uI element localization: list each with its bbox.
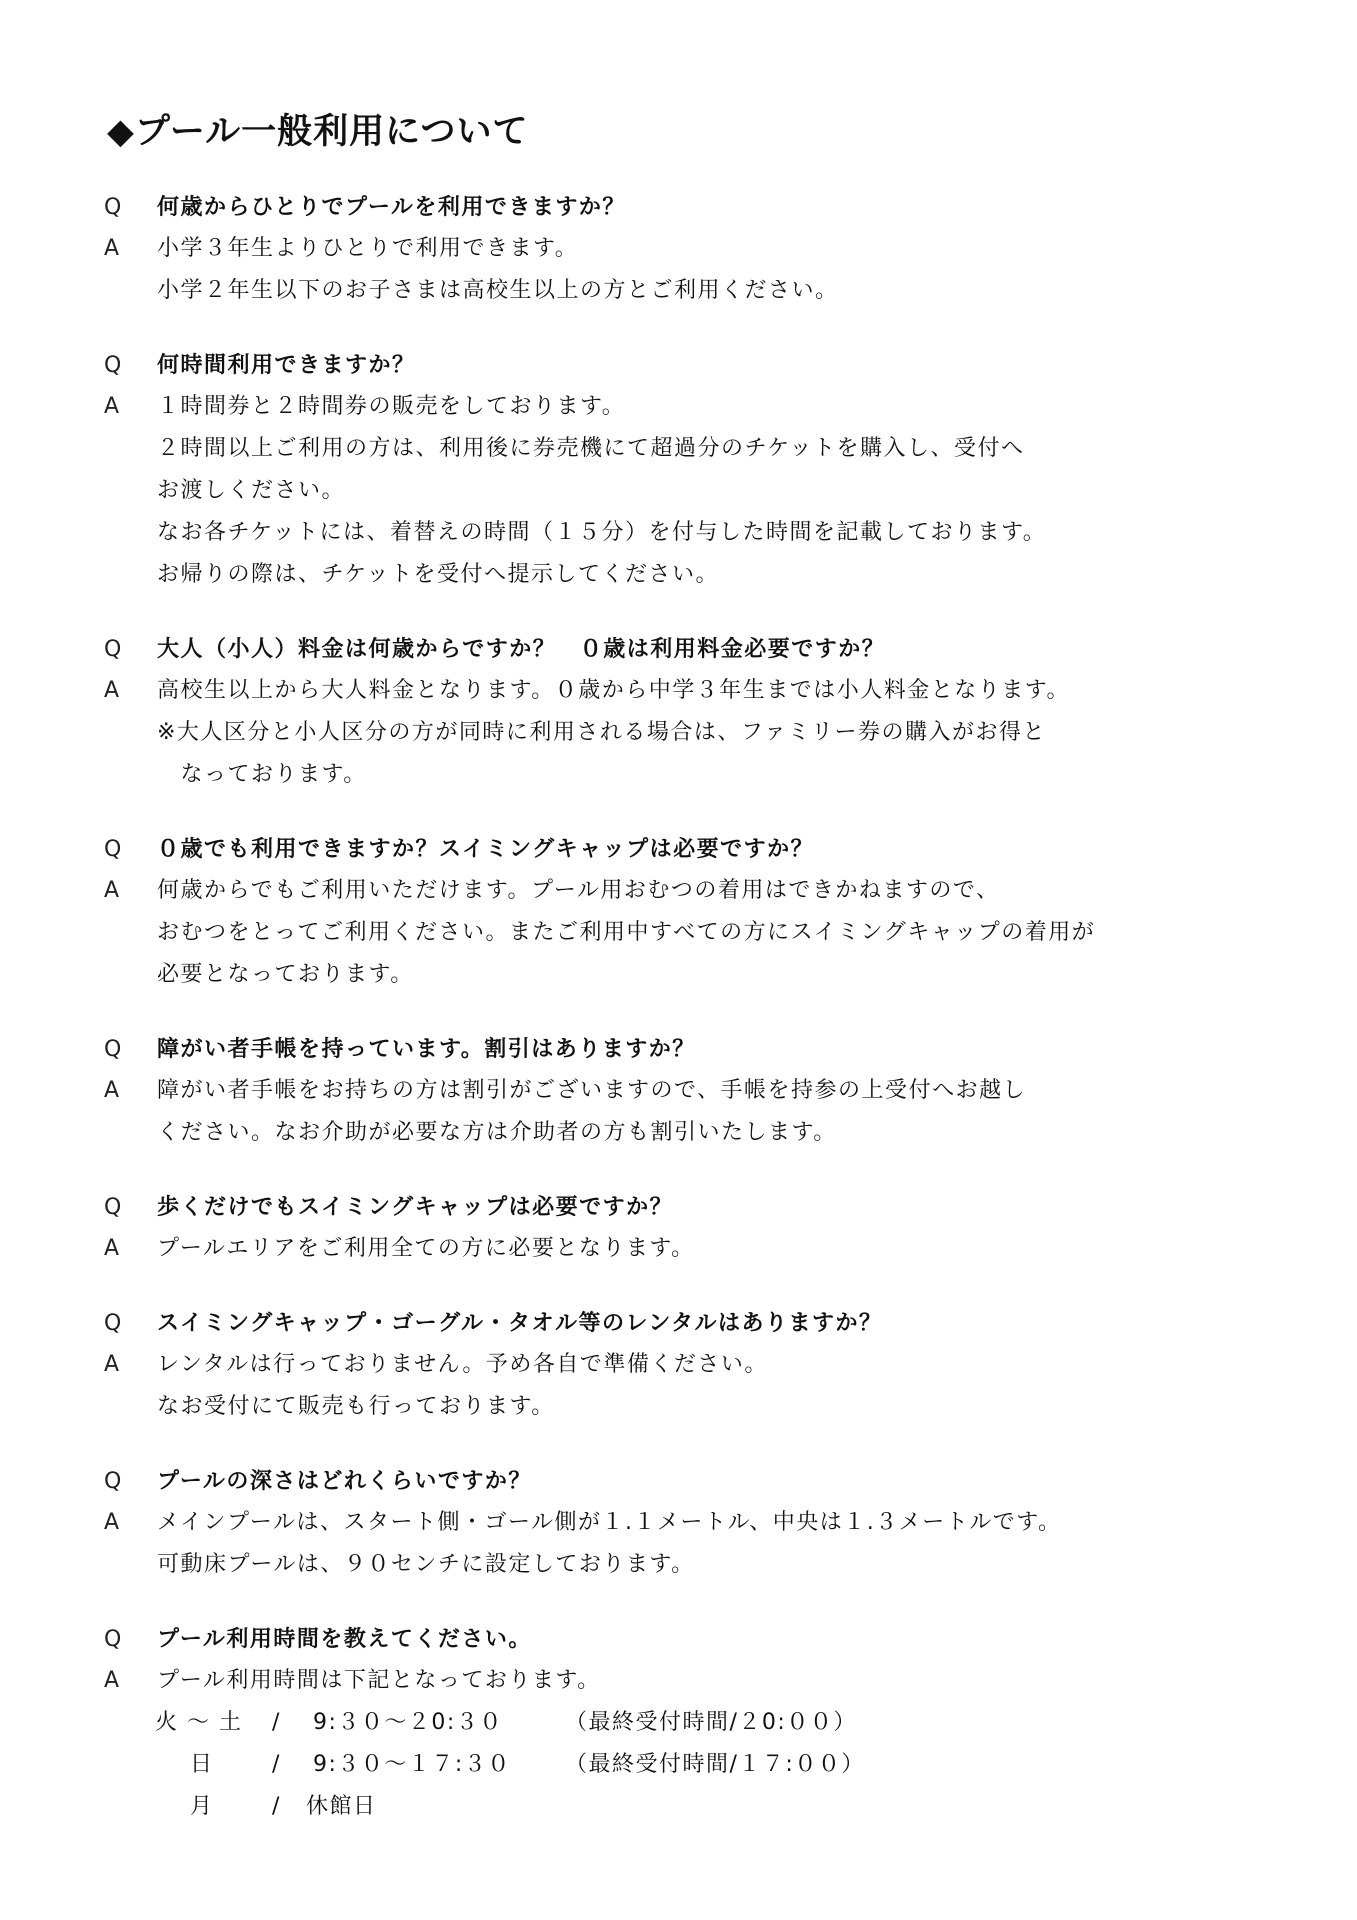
- question-mark: Q: [104, 837, 123, 862]
- faq-1-answer-line: [0, 228, 1357, 270]
- answer-text: ２時間以上ご利用の方は、利用後に券売機にて超過分のチケットを購入し、受付へ: [157, 436, 1025, 461]
- question-mark: Q: [104, 1627, 123, 1652]
- question-text: 何時間利用できますか？: [157, 353, 416, 378]
- schedule-time: 休館日: [306, 1794, 377, 1819]
- answer-text: なお受付にて販売も行っております。: [157, 1394, 555, 1419]
- faq-4-answer-line: [0, 870, 1357, 912]
- answer-text: お帰りの際は、チケットを受付へ提示してください。: [157, 562, 720, 587]
- schedule-last-entry: （最終受付時間/１７:００）: [565, 1752, 865, 1777]
- schedule-last-entry: （最終受付時間/２0:００）: [565, 1710, 857, 1735]
- answer-text: 小学３年生よりひとりで利用できます。: [157, 236, 579, 261]
- faq-3-answer-line: [0, 670, 1357, 712]
- question-mark: Q: [104, 1195, 123, 1220]
- faq-2-answer-line: [0, 470, 1357, 512]
- answer-text: 必要となっております。: [157, 962, 414, 987]
- faq-4-answer-line: [0, 912, 1357, 954]
- faq-5-answer-line: [0, 1070, 1357, 1112]
- answer-text: お渡しください。: [157, 478, 346, 503]
- faq-2-answer-line: [0, 386, 1357, 428]
- faq-3-answer-line: [0, 712, 1357, 754]
- answer-text: ※大人区分と小人区分の方が同時に利用される場合は、ファミリー券の購入がお得と: [157, 720, 1046, 745]
- answer-text: プールエリアをご利用全ての方に必要となります。: [157, 1236, 695, 1261]
- answer-mark: A: [104, 236, 121, 261]
- faq-2-answer-line: [0, 428, 1357, 470]
- faq-6-answer-line: [0, 1228, 1357, 1270]
- schedule-days: 日: [190, 1752, 214, 1777]
- schedule-separator: /: [272, 1794, 281, 1819]
- faq-8-answer-line: [0, 1544, 1357, 1586]
- answer-mark: A: [104, 1510, 121, 1535]
- faq-5-answer-line: [0, 1112, 1357, 1154]
- answer-text: プール利用時間は下記となっております。: [157, 1668, 601, 1693]
- answer-mark: A: [104, 1352, 121, 1377]
- faq-1-question: [0, 187, 1357, 229]
- question-mark: Q: [104, 353, 123, 378]
- faq-5-question: [0, 1029, 1357, 1071]
- answer-text: なっております。: [157, 762, 367, 787]
- faq-9-answer-line: [0, 1660, 1357, 1702]
- answer-mark: A: [104, 1236, 121, 1261]
- faq-3-question: [0, 629, 1357, 671]
- schedule-separator: /: [272, 1752, 281, 1777]
- answer-text: 障がい者手帳をお持ちの方は割引がございますので、手帳を持参の上受付へお越し: [157, 1078, 1027, 1103]
- question-text: 歩くだけでもスイミングキャップは必要ですか？: [157, 1195, 674, 1220]
- answer-text: おむつをとってご利用ください。またご利用中すべての方にスイミングキャップの着用が: [157, 920, 1096, 945]
- question-mark: Q: [104, 195, 123, 220]
- faq-6-question: [0, 1187, 1357, 1229]
- schedule-row: [0, 1744, 1357, 1786]
- faq-7-question: [0, 1303, 1357, 1345]
- answer-text: メインプールは、スタート側・ゴール側が１.１メートル、中央は１.３メートルです。: [157, 1510, 1062, 1535]
- answer-text: なお各チケットには、着替えの時間（１５分）を付与した時間を記載しております。: [157, 520, 1047, 545]
- answer-text: 可動床プールは、９０センチに設定しております。: [157, 1552, 695, 1577]
- faq-2-answer-line: [0, 554, 1357, 596]
- question-mark: Q: [104, 1469, 123, 1494]
- faq-2-question: [0, 345, 1357, 387]
- schedule-separator: /: [272, 1710, 281, 1735]
- question-text: プールの深さはどれくらいですか？: [157, 1469, 532, 1494]
- answer-mark: A: [104, 1078, 121, 1103]
- question-text: 何歳からひとりでプールを利用できますか？: [157, 195, 626, 220]
- question-text: プール利用時間を教えてください。: [157, 1627, 532, 1652]
- faq-2-answer-line: [0, 512, 1357, 554]
- answer-mark: A: [104, 394, 121, 419]
- schedule-days: 月: [190, 1794, 214, 1819]
- answer-text: 高校生以上から大人料金となります。０歳から中学３年生までは小人料金となります。: [157, 678, 1070, 703]
- answer-text: ください。なお介助が必要な方は介助者の方も割引いたします。: [157, 1120, 837, 1145]
- faq-3-answer-line: [0, 754, 1357, 796]
- answer-mark: A: [104, 878, 121, 903]
- faq-7-answer-line: [0, 1386, 1357, 1428]
- schedule-time: 9:３０〜２0:３０: [313, 1710, 503, 1735]
- faq-1-answer-line: [0, 270, 1357, 312]
- answer-text: 何歳からでもご利用いただけます。プール用おむつの着用はできかねますので、: [157, 878, 1000, 903]
- question-text: ０歳でも利用できますか？スイミングキャップは必要ですか？: [157, 837, 815, 862]
- faq-8-question: [0, 1461, 1357, 1503]
- question-text: 大人（小人）料金は何歳からですか？ ０歳は利用料金必要ですか？: [157, 637, 886, 662]
- schedule-time: 9:３０〜１７:３０: [313, 1752, 511, 1777]
- answer-text: 小学２年生以下のお子さまは高校生以上の方とご利用ください。: [157, 278, 839, 303]
- faq-9-question: [0, 1619, 1357, 1661]
- question-text: 障がい者手帳を持っています。割引はありますか？: [157, 1037, 696, 1062]
- answer-mark: A: [104, 1668, 121, 1693]
- faq-4-answer-line: [0, 954, 1357, 996]
- answer-mark: A: [104, 678, 121, 703]
- schedule-days: 火 〜 土: [155, 1710, 243, 1735]
- question-mark: Q: [104, 1037, 123, 1062]
- answer-text: １時間券と２時間券の販売をしております。: [157, 394, 626, 419]
- schedule-row: [0, 1786, 1357, 1828]
- question-mark: Q: [104, 1311, 123, 1336]
- page-title: ◆プール一般利用について: [107, 112, 529, 152]
- schedule-row: [0, 1702, 1357, 1744]
- answer-text: レンタルは行っておりません。予め各自で準備ください。: [157, 1352, 768, 1377]
- faq-8-answer-line: [0, 1502, 1357, 1544]
- question-text: スイミングキャップ・ゴーグル・タオル等のレンタルはありますか？: [157, 1311, 883, 1336]
- question-mark: Q: [104, 637, 123, 662]
- faq-7-answer-line: [0, 1344, 1357, 1386]
- faq-4-question: [0, 829, 1357, 871]
